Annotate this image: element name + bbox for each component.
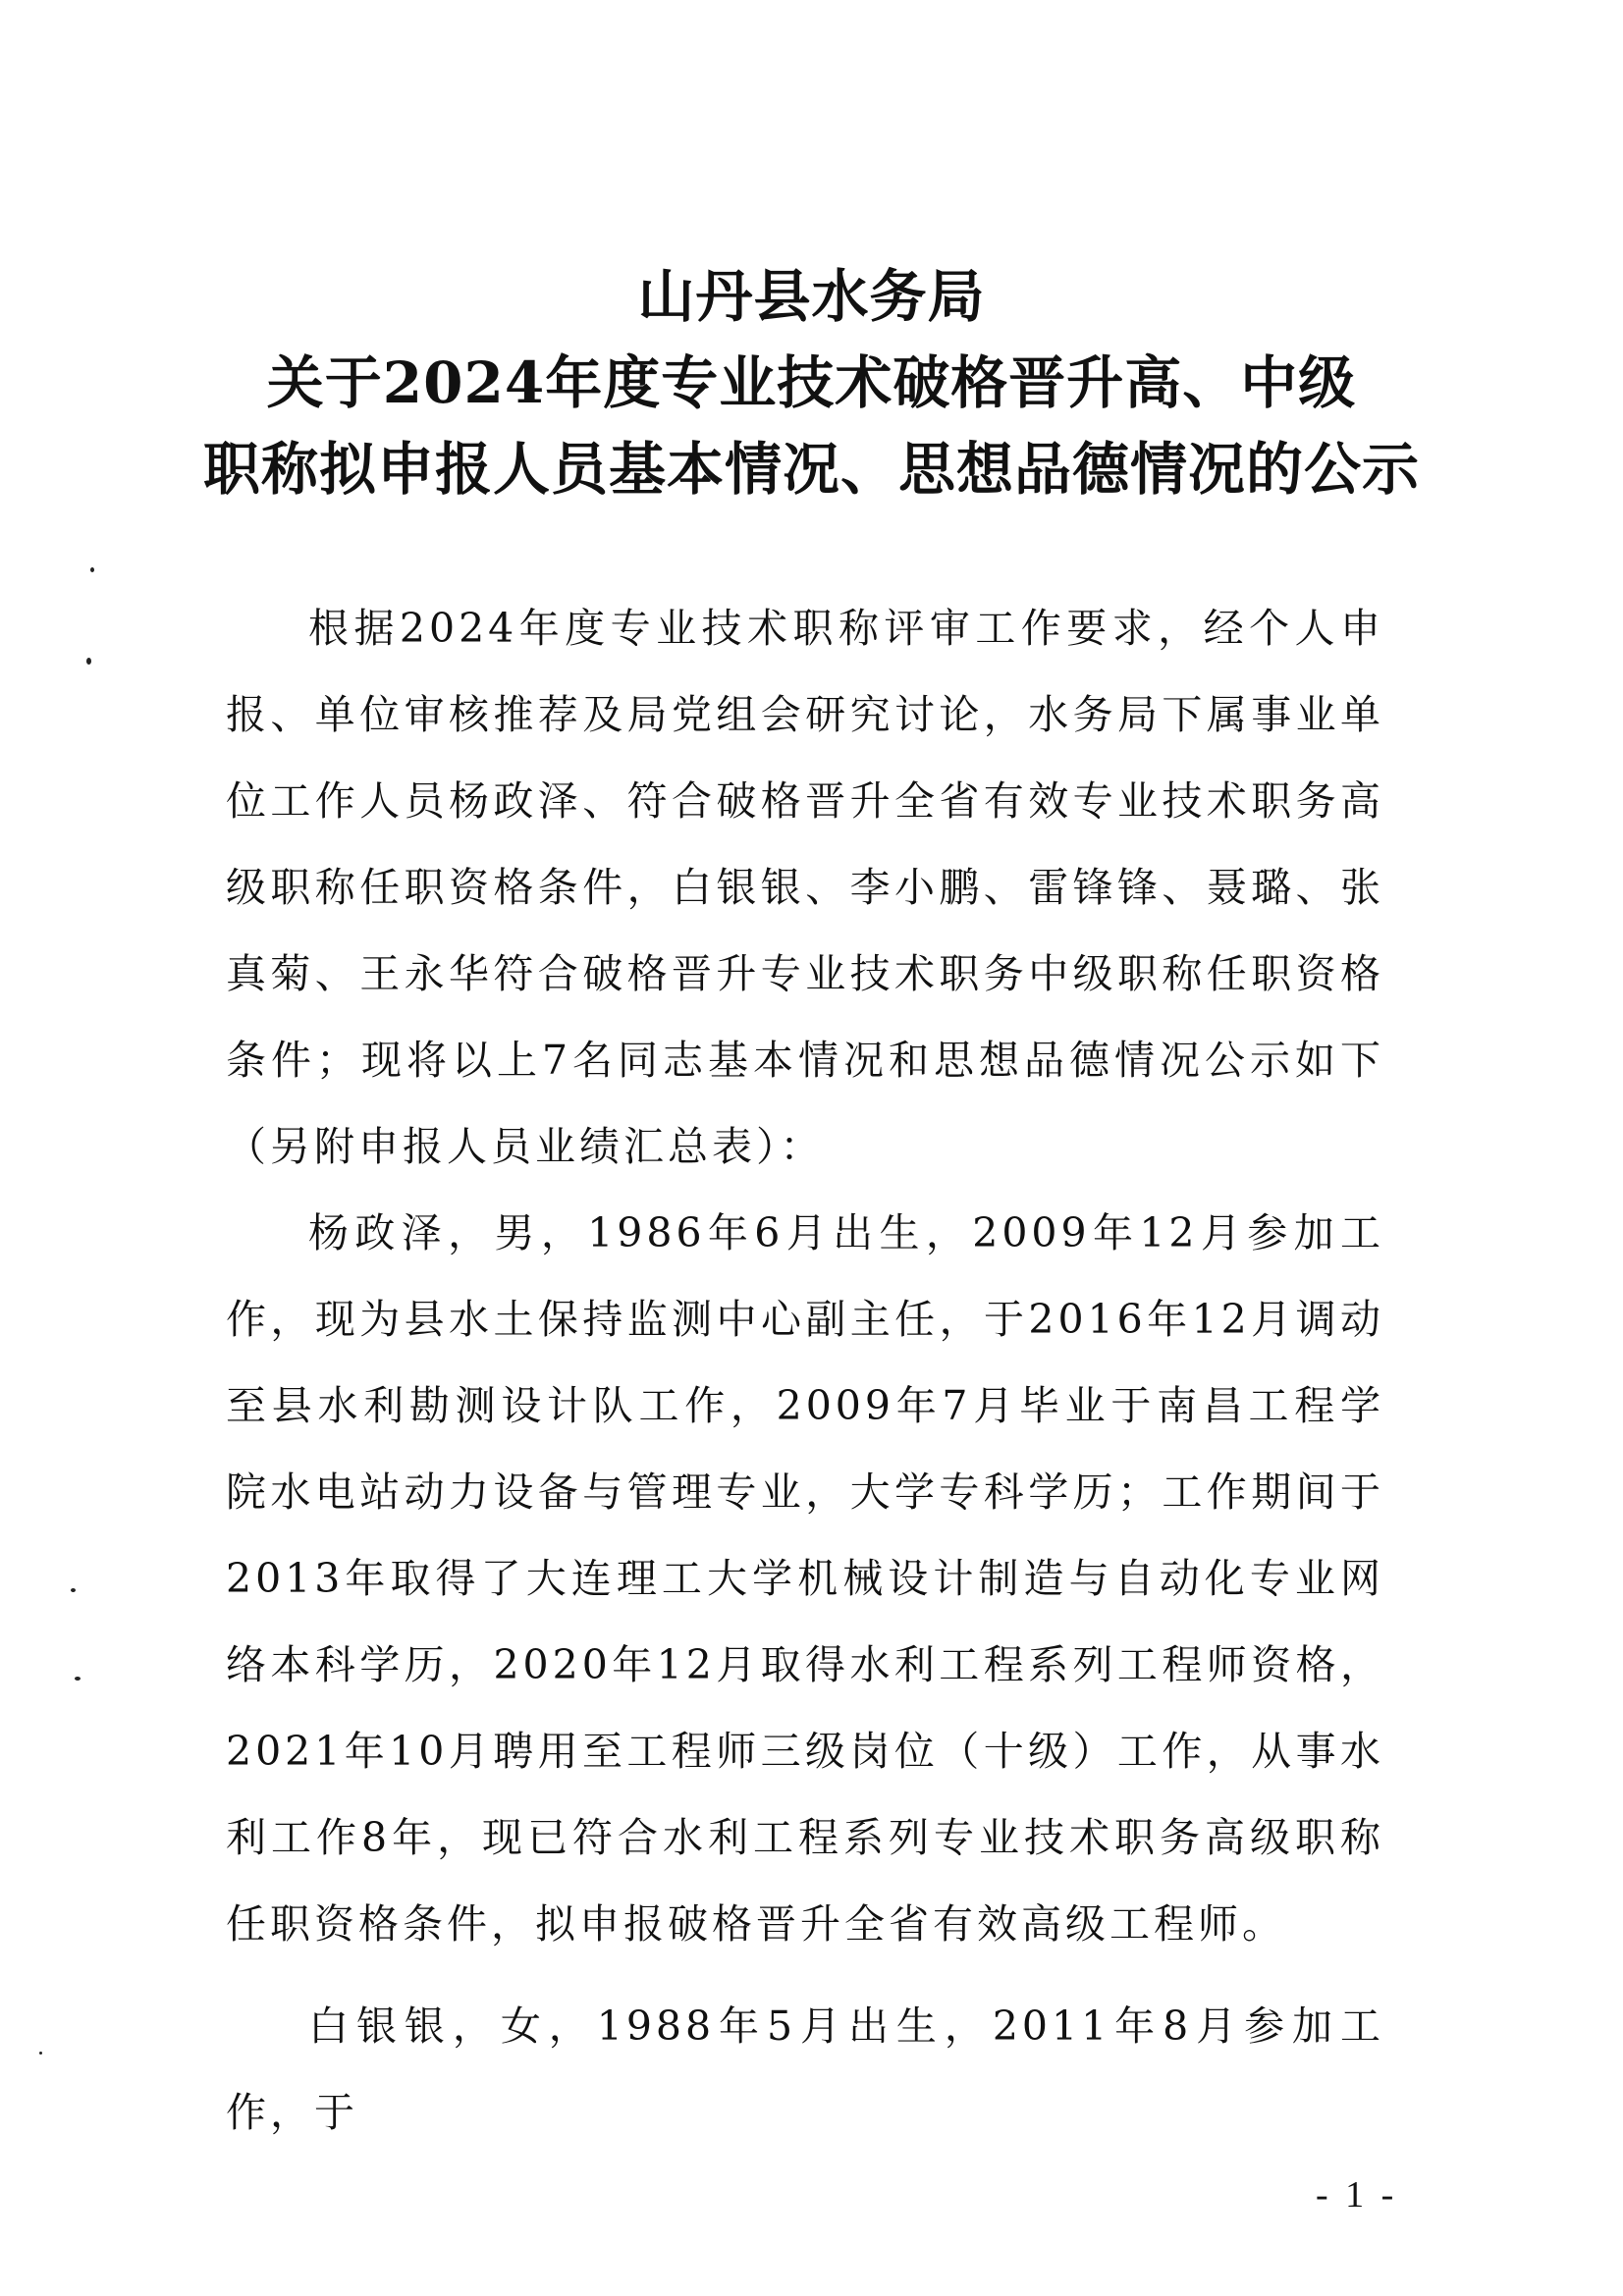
scan-speck (39, 2052, 42, 2055)
paragraph-yang-zhengze: 杨政泽，男，1986年6月出生，2009年12月参加工作，现为县水土保持监测中心副主任，于2016年12月调动至县水利勘测设计队工作，2009年7月毕业于南昌工程学院水电站动力设备与管理专业，大学专科学历；工作期间于2013年取得了大连理工大学机械设计制造与自动化专业网络本科学历，2020年12月取得水利工程系列工程师资格，2021年10月聘用至工程师三级岗位（十级）工作，从事水利工作8年，现已符合水利工程系列专业技术职务高级职称任职资格条件，拟申报破格晋升全省有效高级工程师。 (226, 1209, 1384, 1948)
scan-speck (75, 1677, 81, 1681)
scan-speck (71, 1588, 76, 1592)
document-body (226, 585, 1384, 2156)
scan-speck (90, 567, 94, 572)
paragraph-intro: 根据2024年度专业技术职称评审工作要求，经个人申报、单位审核推荐及局党组会研究讨论，水务局下属事业单位工作人员杨政泽、符合破格晋升全省有效专业技术职务高级职称任职资格条件，白银银、李小鹏、雷锋锋、聂璐、张真菊、王永华符合破格晋升专业技术职务中级职称任职资格条件；现将以上7名同志基本情况和思想品德情况公示如下（另附申报人员业绩汇总表）： (226, 605, 1384, 1170)
document-title (0, 253, 1623, 512)
title-line-agency: 山丹县水务局 (637, 263, 986, 330)
scan-speck (86, 658, 91, 665)
title-line-subject: 关于2024年度专业技术破格晋升高、中级 (266, 349, 1357, 416)
page-number: - 1 - (1316, 2174, 1398, 2216)
title-line-topic: 职称拟申报人员基本情况、思想品德情况的公示 (202, 436, 1420, 503)
paragraph-bai-yinyin: 白银银，女，1988年5月出生，2011年8月参加工作，于 (226, 2002, 1384, 2136)
